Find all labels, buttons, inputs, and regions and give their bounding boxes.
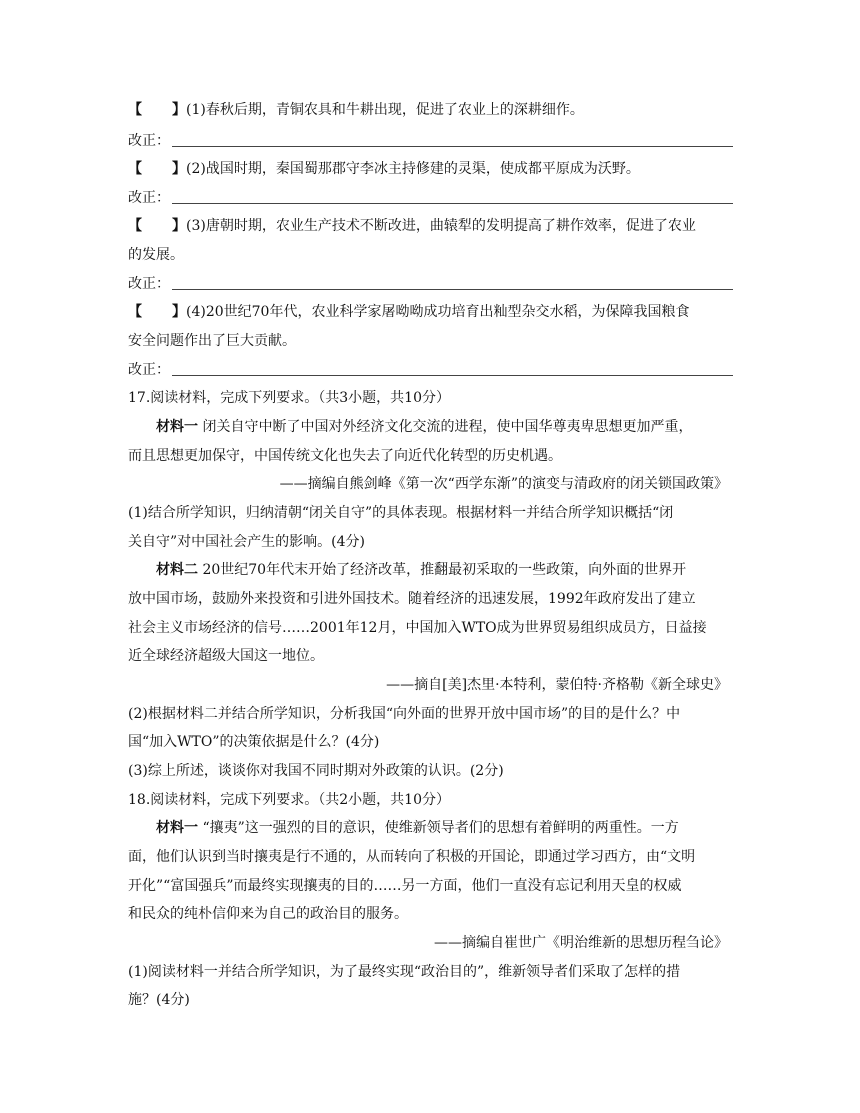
question-18-title: 18.阅读材料，完成下列要求。（共2小题，共10分） (128, 792, 450, 808)
q18-sub-1-line: 施？(4分) (128, 992, 190, 1008)
answer-underline[interactable] (172, 277, 733, 290)
q18-sub-1: (1)阅读材料一并结合所学知识，为了最终实现“政治目的”，维新领导者们采取了怎样的措 (128, 964, 681, 980)
q17-material-2-line: 社会主义市场经济的信号……2001年12月，中国加入WTO成为世界贸易组织成员方，日益接 (128, 620, 707, 636)
answer-bracket[interactable]: 【 】 (128, 304, 186, 320)
q17-sub-2-line: 国“加入WTO”的决策依据是什么？(4分) (128, 734, 380, 750)
answer-bracket[interactable]: 【 】 (128, 161, 186, 177)
q17-material-1: 材料一 闭关自守中断了中国对外经济文化交流的进程，使中国华尊夷卑思想更加严重， (156, 419, 693, 435)
question-17-title: 17.阅读材料，完成下列要求。（共3小题，共10分） (128, 390, 450, 406)
answer-bracket[interactable]: 【 】 (128, 218, 186, 234)
q17-material-1-source: ——摘编自熊剑峰《第一次“西学东渐”的演变与清政府的闭关锁国政策》 (279, 476, 728, 492)
q17-material-2-line: 近全球经济超级大国这一地位。 (128, 648, 324, 664)
q18-material-1: 材料一 “攘夷”这一强烈的目的意识，使维新领导者们的思想有着鲜明的两重性。一方 (156, 820, 679, 836)
correction-item-3 (128, 217, 733, 235)
q17-material-1-line: 而且思想更加保守，中国传统文化也失去了向近代化转型的历史机遇。 (128, 448, 562, 464)
statement-continuation: 的发展。 (128, 247, 184, 263)
statement-continuation: 安全问题作出了巨大贡献。 (128, 333, 296, 349)
q18-material-1-line: 面，他们认识到当时攘夷是行不通的，从而转向了积极的开国论，即通过学习西方，由“文明 (128, 849, 696, 865)
statement-text: (4)20世纪70年代，农业科学家屠呦呦成功培育出籼型杂交水稻，为保障我国粮食 (186, 304, 690, 320)
correction-line-2[interactable] (128, 189, 733, 207)
q18-material-1-line: 开化”“富国强兵”而最终实现攘夷的目的……另一方面，他们一直没有忘记利用天皇的权威 (128, 878, 682, 894)
correction-line-3[interactable] (128, 275, 733, 293)
material-label: 材料一 (156, 419, 198, 435)
correction-item-1 (128, 101, 733, 119)
fix-label: 改正： (128, 190, 170, 206)
correction-item-4 (128, 303, 733, 321)
q18-material-1-source: ——摘编自崔世广《明治维新的思想历程刍论》 (434, 935, 728, 951)
material-label: 材料一 (156, 820, 198, 836)
statement-text: (1)春秋后期，青铜农具和牛耕出现，促进了农业上的深耕细作。 (186, 102, 584, 118)
q17-material-2: 材料二 20世纪70年代末开始了经济改革，推翻最初采取的一些政策，向外面的世界开 (156, 562, 687, 578)
q17-sub-1-line: 关自守”对中国社会产生的影响。(4分) (128, 534, 365, 550)
q17-sub-2: (2)根据材料二并结合所学知识，分析我国“向外面的世界开放中国市场”的目的是什么？中 (128, 706, 681, 722)
answer-underline[interactable] (172, 191, 733, 204)
q17-material-2-source: ——摘自[美]杰里·本特利，蒙伯特·齐格勒《新全球史》 (386, 677, 728, 693)
statement-text: (3)唐朝时期，农业生产技术不断改进，曲辕犁的发明提高了耕作效率，促进了农业 (186, 218, 696, 234)
q17-sub-3: (3)综上所述，谈谈你对我国不同时期对外政策的认识。(2分) (128, 763, 504, 779)
q18-material-1-line: 和民众的纯朴信仰来为自己的政治目的服务。 (128, 906, 408, 922)
q17-material-2-line: 放中国市场，鼓励外来投资和引进外国技术。随着经济的迅速发展，1992年政府发出了建立 (128, 591, 696, 607)
statement-text: (2)战国时期，秦国蜀那郡守李冰主持修建的灵渠，使成都平原成为沃野。 (186, 161, 640, 177)
answer-underline[interactable] (172, 134, 733, 147)
fix-label: 改正： (128, 276, 170, 292)
answer-underline[interactable] (172, 363, 733, 376)
q17-sub-1: (1)结合所学知识，归纳清朝“闭关自守”的具体表现。根据材料一并结合所学知识概括“闭 (128, 505, 674, 521)
correction-line-4[interactable] (128, 361, 733, 379)
correction-item-2 (128, 160, 733, 178)
fix-label: 改正： (128, 133, 170, 149)
material-label: 材料二 (156, 562, 198, 578)
fix-label: 改正： (128, 362, 170, 378)
answer-bracket[interactable]: 【 】 (128, 102, 186, 118)
correction-line-1[interactable] (128, 132, 733, 150)
